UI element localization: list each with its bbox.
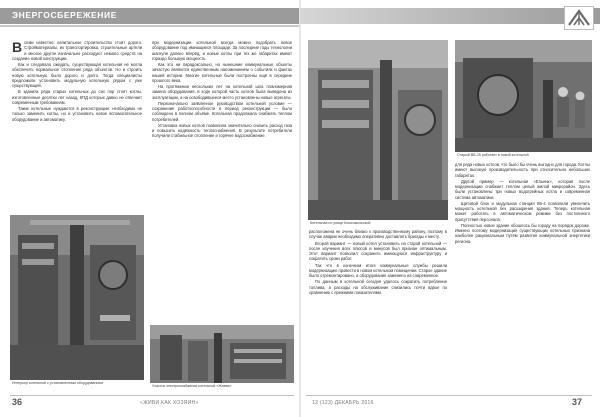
magazine-logo <box>564 6 594 30</box>
photo-boiler-interior <box>10 215 144 380</box>
text-column-1 <box>12 40 142 212</box>
drop-cap: В <box>12 40 23 55</box>
photo-old-boiler <box>455 40 592 152</box>
paragraph-text: семи известно: капитальное строительство стоит дорого. Стройматериалы, их транспортировка, строительные артели и многое другое изначально расходуют немало средств на создание новой конструкции. <box>12 40 142 61</box>
paragraph: Второй вариант — новый котел установить на старой котельной — после изучения всех плюсов и минусов был признан оптимальным. Этот вариант позволил сохранить имеющуюся инфраструктуру и сократить сроки работ. <box>309 240 447 262</box>
paragraph: Как это ни парадоксально, но нынешние коммунальные объекты зачастую являются единственным напоминанием о событиях и фактах нашей истории. Многие котельные были построены ещё в середине прошлого века. <box>152 62 292 83</box>
page-number: 36 <box>12 397 23 407</box>
photo-caption: Интерьер котельной с установленным оборудованием <box>12 381 104 385</box>
paragraph: Щитовой блок и модульная станция КБ-4 позволили увеличить мощность котельной без расширения здания. Теперь котельная может работать в автоматическом режиме без постоянного присутствия персонала. <box>455 200 590 222</box>
paragraph: По данным в котельной сегодня удалось сократить потребление топлива, а расходы на обслуживание снизились почти вдвое по сравнению с прежними показателями. <box>309 279 447 295</box>
section-title: ЭНЕРГОСБЕРЕЖЕНИЕ <box>12 10 117 20</box>
paragraph: Установка новых котлов позволила значительно снизить расход газа и повысить надёжность теплоснабжения. В результате потребители получили стабильное отопление и горячее водоснабжение. <box>152 122 292 139</box>
paragraph: для ряда новых котлов, что было бы очень выгодно для города. Котлы имеют высокую производительность при относительно небольших габаритах. <box>455 162 590 178</box>
page-number: 37 <box>572 397 583 407</box>
text-column-3 <box>309 229 447 389</box>
photo-caption: Котельная по улице Комсомольской <box>310 221 371 225</box>
text-column-2 <box>152 40 292 322</box>
footer-magazine-title: «ЖИВИ КАК ХОЗЯИН» <box>140 400 199 406</box>
section-header-band <box>300 8 600 24</box>
photo-caption: Участок электроснабжения котельной «Живая» <box>152 384 232 388</box>
paragraph: Так что в конечном итоге коммунальные службы решили модернизацию провести в новом котельном помещении. Старое здание было отремонтировано, а оборудование заменено на современное. <box>309 262 447 278</box>
photo-electrical-section <box>150 325 294 383</box>
paragraph: Такие котельные нуждаются в реконструкции: необходимо не только заменить котлы, но и установить новое вспомогательное оборудование и автоматику. <box>12 106 142 122</box>
text-column-4 <box>455 162 590 388</box>
paragraph: В зданиях ряда старых котельных до сих пор стоят котлы, изготовленные десятки лет назад, КПД которых давно не отвечает современным требованиям. <box>12 89 142 105</box>
photo-boiler-house <box>308 40 448 220</box>
footer-issue: 12 (123) ДЕКАБРЬ 2016 <box>312 400 374 406</box>
paragraph: На протяжении нескольких лет на котельной шла планомерная замена оборудования, в ходе которой часть котлов была выведена из эксплуатации, а на освободившееся место установлены новые агрегаты. <box>152 84 292 100</box>
photo-caption: Старый ВВ-25 работает в новой котельной <box>457 153 529 157</box>
paragraph: Другой пример — котельная «Ельник», которая после модернизации снабжает теплом целый жилой микрорайон. Здесь были установлены три новых водогрейных котла и современная система автоматики. <box>455 178 590 200</box>
footer-rule <box>10 395 294 396</box>
paragraph <box>12 40 142 61</box>
paragraph: Полностью новое здание обошлось бы городу на порядок дороже. Именно поэтому модернизация существующих котельных признана наиболее рациональным путём развития коммунальной энергетики региона. <box>455 222 590 244</box>
paragraph: Первоначально заявленное руководством котельной условие — сохранение работоспособности в период реконструкции — было соблюдено в полном объёме. Котельная продолжала снабжать теплом потребителей. <box>152 100 292 122</box>
paragraph: расположена не очень близко к производственному району, поэтому в случае аварии необходимо оперативно доставлять бригады к месту. <box>309 229 447 240</box>
paragraph: при модернизации котельной всегда можно подобрать новое оборудование под имеющиеся площади. За последние годы технологии шагнули далеко вперёд, и новые котлы при тех же габаритах имеют гораздо большую мощность. <box>152 40 292 61</box>
paragraph: Как и следовало ожидать, существующая котельная не могла обеспечить нормальное отопление ряда объектов. Но и строить новую котельную было дорого и долго. Тогда специалисты предложили установить модульную котельную рядом с уже существующей. <box>12 62 142 88</box>
footer-rule <box>306 395 592 396</box>
